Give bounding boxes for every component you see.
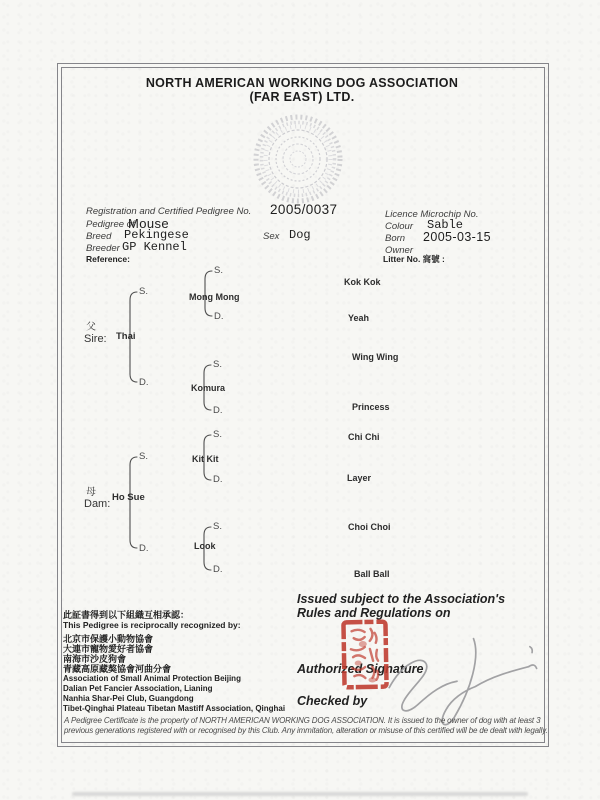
sire-s-label: S. (139, 286, 148, 297)
sire-dam-dam-name: Princess (352, 402, 390, 412)
sire-sire-sire-name: Kok Kok (344, 277, 381, 287)
licence-microchip-label: Licence Microchip No. (385, 209, 479, 220)
footer-disclaimer (64, 716, 550, 736)
sire-sire-s-label: S. (214, 265, 223, 276)
reg-number-label: Registration and Certified Pedigree No. (86, 206, 252, 217)
authorized-signature-label: Authorized Signature (297, 662, 424, 676)
sire-dam-sire-name: Wing Wing (352, 352, 399, 362)
recognition-cn-heading: 此証書得到以下組織互相承認： (63, 610, 190, 620)
born-value: 2005-03-15 (423, 230, 491, 244)
checked-by-label: Checked by (297, 694, 368, 708)
dam-sire-name: Kit Kit (192, 454, 219, 464)
sire-label: Sire: (84, 333, 107, 345)
association-title-line1: NORTH AMERICAN WORKING DOG ASSOCIATION (145, 76, 459, 90)
breed-label: Breed (86, 231, 112, 242)
recognition-en-org: Dalian Pet Fancier Association, Lianing (63, 684, 213, 693)
dam-sire-d-label: D. (213, 474, 223, 485)
reg-number-value: 2005/0037 (270, 202, 338, 217)
recognition-en-org: Tibet-Qinghai Plateau Tibetan Mastiff Association, Qinghai (63, 704, 286, 713)
sire-dam-s-label: S. (213, 359, 222, 370)
recognition-en-heading: This Pedigree is reciprocally recognized by: (63, 620, 241, 630)
dam-label: Dam: (84, 498, 111, 510)
dam-dam-sire-name: Choi Choi (348, 522, 391, 532)
breeder-label: Breeder (86, 243, 120, 254)
colour-label: Colour (385, 221, 413, 232)
footer-disclaimer-line2: previous generations registered with or recognised by this Club. Any immitation, alteration or misuse of this certified will be de dealt with legally. (64, 726, 548, 735)
issued-subject-line1: Issued subject to the Association's (297, 592, 506, 606)
recognition-cn-org: 南海市沙皮狗會 (63, 654, 127, 664)
sire-sire-d-label: D. (214, 311, 224, 322)
sire-name: Thai (116, 331, 136, 342)
breeder-value: GP Kennel (122, 240, 187, 254)
breed-value: Pekingese (124, 228, 189, 242)
recognition-cn-org: 青藏高原藏獒協會河曲分會 (63, 664, 172, 674)
recognition-cn-org: 北京市保護小動物協會 (63, 634, 154, 644)
owner-label: Owner (385, 245, 413, 256)
scan-edge-shadow (72, 792, 528, 796)
sire-sire-name: Mong Mong (189, 292, 240, 302)
dam-sire-s-label: S. (213, 429, 222, 440)
dam-dam-s-label: S. (213, 521, 222, 532)
sire-d-label: D. (139, 377, 149, 388)
litter-no-label: Litter No. 窩號 : (383, 254, 445, 264)
recognition-en-org: Nanhia Shar-Pei Club, Guangdong (63, 694, 194, 703)
issued-subject-line2: Rules and Regulations on (297, 606, 451, 620)
sire-sire-dam-name: Yeah (348, 313, 370, 323)
sex-value: Dog (289, 228, 311, 242)
footer-disclaimer-line1: A Pedigree Certificate is the property of NORTH AMERICAN WORKING DOG ASSOCIATION. It is issued to the owner of dog with at least 3 (64, 716, 541, 725)
dam-cn-label: 母 (86, 487, 96, 498)
sire-cn-label: 父 (86, 322, 96, 333)
dam-s-label: S. (139, 451, 148, 462)
dam-d-label: D. (139, 543, 149, 554)
dam-name: Ho Sue (112, 492, 145, 503)
dam-sire-sire-name: Chi Chi (348, 432, 380, 442)
recognition-en-org: Association of Small Animal Protection Beijing (63, 674, 241, 683)
dam-dam-d-label: D. (213, 564, 223, 575)
sire-dam-name: Komura (191, 383, 226, 393)
sire-dam-d-label: D. (213, 405, 223, 416)
dam-sire-dam-name: Layer (347, 473, 372, 483)
dam-dam-name: Look (194, 541, 216, 551)
association-title-line2: (FAR EAST) LTD. (249, 90, 355, 104)
dam-dam-dam-name: Ball Ball (354, 569, 390, 579)
dog-name-value: Mouse (128, 216, 170, 231)
reference-label: Reference: (86, 254, 130, 264)
colour-value: Sable (427, 218, 464, 232)
pedigree-of-label: Pedigree of (86, 219, 135, 230)
born-label: Born (385, 233, 406, 244)
sex-label: Sex (263, 231, 280, 242)
embossed-seal-icon (252, 113, 344, 205)
recognition-cn-org: 大連市寵物愛好者協會 (63, 644, 154, 654)
